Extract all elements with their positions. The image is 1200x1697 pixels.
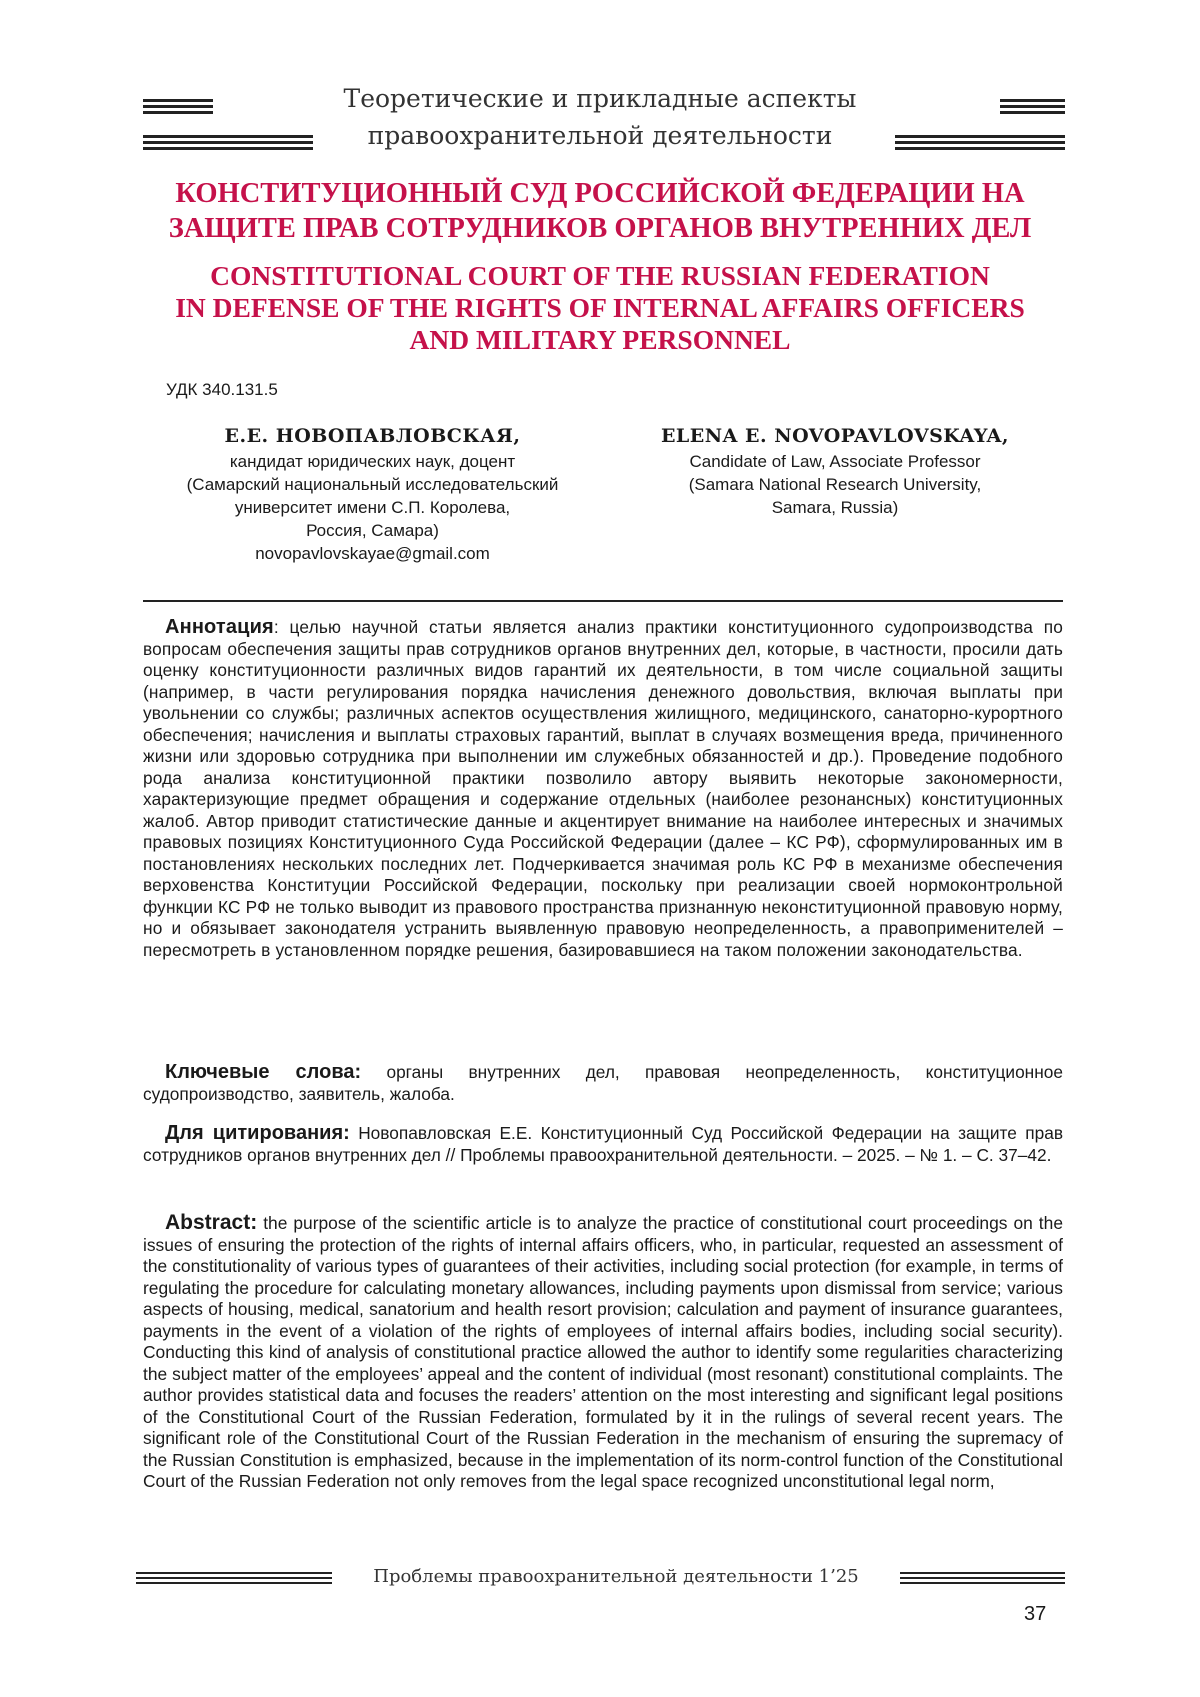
author-degree-en: Candidate of Law, Associate Professor xyxy=(689,452,981,471)
author-degree-ru: кандидат юридических наук, доцент xyxy=(229,452,516,471)
article-title-en xyxy=(130,260,1070,356)
journal-section-header xyxy=(300,80,900,154)
citation xyxy=(143,1123,1063,1166)
footer-rule-left xyxy=(136,1572,332,1587)
udc-code: УДК 340.131.5 xyxy=(166,380,278,399)
journal-header-line1: Теоретические и прикладные аспекты xyxy=(343,84,857,113)
title-ru-line1: КОНСТИТУЦИОННЫЙ СУД РОССИЙСКОЙ ФЕДЕРАЦИИ НА xyxy=(175,178,1025,209)
abstract-en-text: the purpose of the scientific article is to analyze the practice of constitutional court proceedings on the issues of ensuring the protection of the rights of internal affairs officers, who, in particular, requested an assessment of the constitutionality of various types of guarantees of their activities, including social protection (for example, in terms of regulating the procedure for calculating monetary allowances, including payments upon dismissal from service; various aspects of housing, medical, sanatorium and health resort provision; calculation and payment of insurance guarantees, payments in the event of a violation of the rights of employees of internal affairs bodies, including social security). Conducting this kind of analysis of constitutional practice allowed the author to identify some regularities characterizing the subject matter of the employees’ appeal and the content of individual (most resonant) constitutional complaints. The author provides statistical data and focuses the readers’ attention on the most interesting and significant legal positions of the Constitutional Court of the Russian Federation, formulated by it in the rulings of several recent years. The significant role of the Constitutional Court of the Russian Federation in the mechanism of ensuring the supremacy of the Russian Constitution is emphasized, because in the implementation of its norm-control function of the Constitutional Court of the Russian Federation not only removes from the legal space recognized unconstitutional legal norm, xyxy=(143,1213,1063,1491)
abstract-ru-text: : целью научной статьи является анализ практики конституционного судопроизводства по вопросам обеспечения защиты прав сотрудников органов внутренних дел, которые, в частности, просили дать оценку конституционности различных видов гарантий их деятельности, в том числе социальной защиты (например, в части регулирования порядка начисления денежного довольствия, включая выплаты при увольнении со службы; различных аспектов осуществления жилищного, медицинского, санаторно-курортного обеспечения; начисления и выплаты страховых гарантий, выплат в случаях возмещения вреда, причиненного жизни или здоровью сотрудника при выполнении им служебных обязанностей и др.). Проведение подобного рода анализа конституционной практики позволило автору выявить некоторые закономерности, характеризующие предмет обращения и содержание отдельных (наиболее резонансных) конституционных жалоб. Автор приводит статистические данные и акцентирует внимание на наиболее интересных и значимых правовых позициях Конституционного Суда Российской Федерации (далее – КС РФ), сформулированных им в постановлениях нескольких последних лет. Подчеркивается значимая роль КС РФ в механизме обеспечения верховенства Конституции Российской Федерации, поскольку при реализации своей нормоконтрольной функции КС РФ не только выводит из правового пространства признанную неконституционной правовую норму, но и обязывает законодателя устранить выявленную правовую неопределенность, а правоприменителей – пересмотреть в установленном порядке решения, базировавшиеся на таком положении законодательства. xyxy=(143,617,1063,960)
author-affiliation-ru-1: (Самарский национальный исследовательский xyxy=(186,475,559,494)
page-number: 37 xyxy=(1024,1603,1047,1625)
title-en-line2: IN DEFENSE OF THE RIGHTS OF INTERNAL AFFAIRS OFFICERS xyxy=(175,292,1025,323)
author-block-ru xyxy=(150,425,595,565)
author-name-ru: Е.Е. НОВОПАВЛОВСКАЯ, xyxy=(224,425,521,447)
header-rule-left-top xyxy=(143,99,213,117)
footer-rule-right xyxy=(900,1572,1065,1587)
footer-journal-name: Проблемы правоохранительной деятельности 1’25 xyxy=(373,1566,859,1587)
author-affiliation-en-1: (Samara National Research University, xyxy=(688,475,982,494)
citation-text: Новопавловская Е.Е. Конституционный Суд Российской Федерации на защите прав сотрудников органов внутренних дел // Проблемы правоохранительной деятельности. – 2025. – № 1. – С. 37–42. xyxy=(143,1123,1063,1165)
article-title-ru xyxy=(130,176,1070,246)
title-en-line1: CONSTITUTIONAL COURT OF THE RUSSIAN FEDERATION xyxy=(210,260,990,291)
header-rule-right-top xyxy=(1000,99,1065,117)
author-affiliation-ru-3: Россия, Самара) xyxy=(306,521,439,540)
author-affiliation-en-2: Samara, Russia) xyxy=(771,498,899,517)
author-block-en xyxy=(635,425,1035,519)
abstract-en-label: Abstract: xyxy=(165,1211,258,1234)
header-rule-right-bottom xyxy=(895,135,1065,153)
citation-label: Для цитирования: xyxy=(165,1122,350,1144)
author-email[interactable]: novopavlovskayae@gmail.com xyxy=(255,544,490,563)
author-affiliation-ru-2: университет имени С.П. Королева, xyxy=(234,498,511,517)
title-ru-line2: ЗАЩИТЕ ПРАВ СОТРУДНИКОВ ОРГАНОВ ВНУТРЕННИХ ДЕЛ xyxy=(168,213,1032,244)
journal-header-line2: правоохранительной деятельности xyxy=(367,121,833,150)
keywords xyxy=(143,1062,1063,1105)
abstract-ru xyxy=(143,617,1063,961)
keywords-text: органы внутренних дел, правовая неопределенность, конституционное судопроизводство, заявитель, жалоба. xyxy=(143,1062,1063,1104)
abstract-ru-label: Аннотация xyxy=(165,616,274,638)
title-en-line3: AND MILITARY PERSONNEL xyxy=(409,324,791,355)
header-rule-left-bottom xyxy=(143,135,313,153)
keywords-label: Ключевые слова: xyxy=(165,1061,362,1083)
abstract-en xyxy=(143,1212,1063,1493)
author-name-en: ELENA E. NOVOPAVLOVSKAYA, xyxy=(660,425,1010,447)
section-divider xyxy=(143,600,1063,602)
